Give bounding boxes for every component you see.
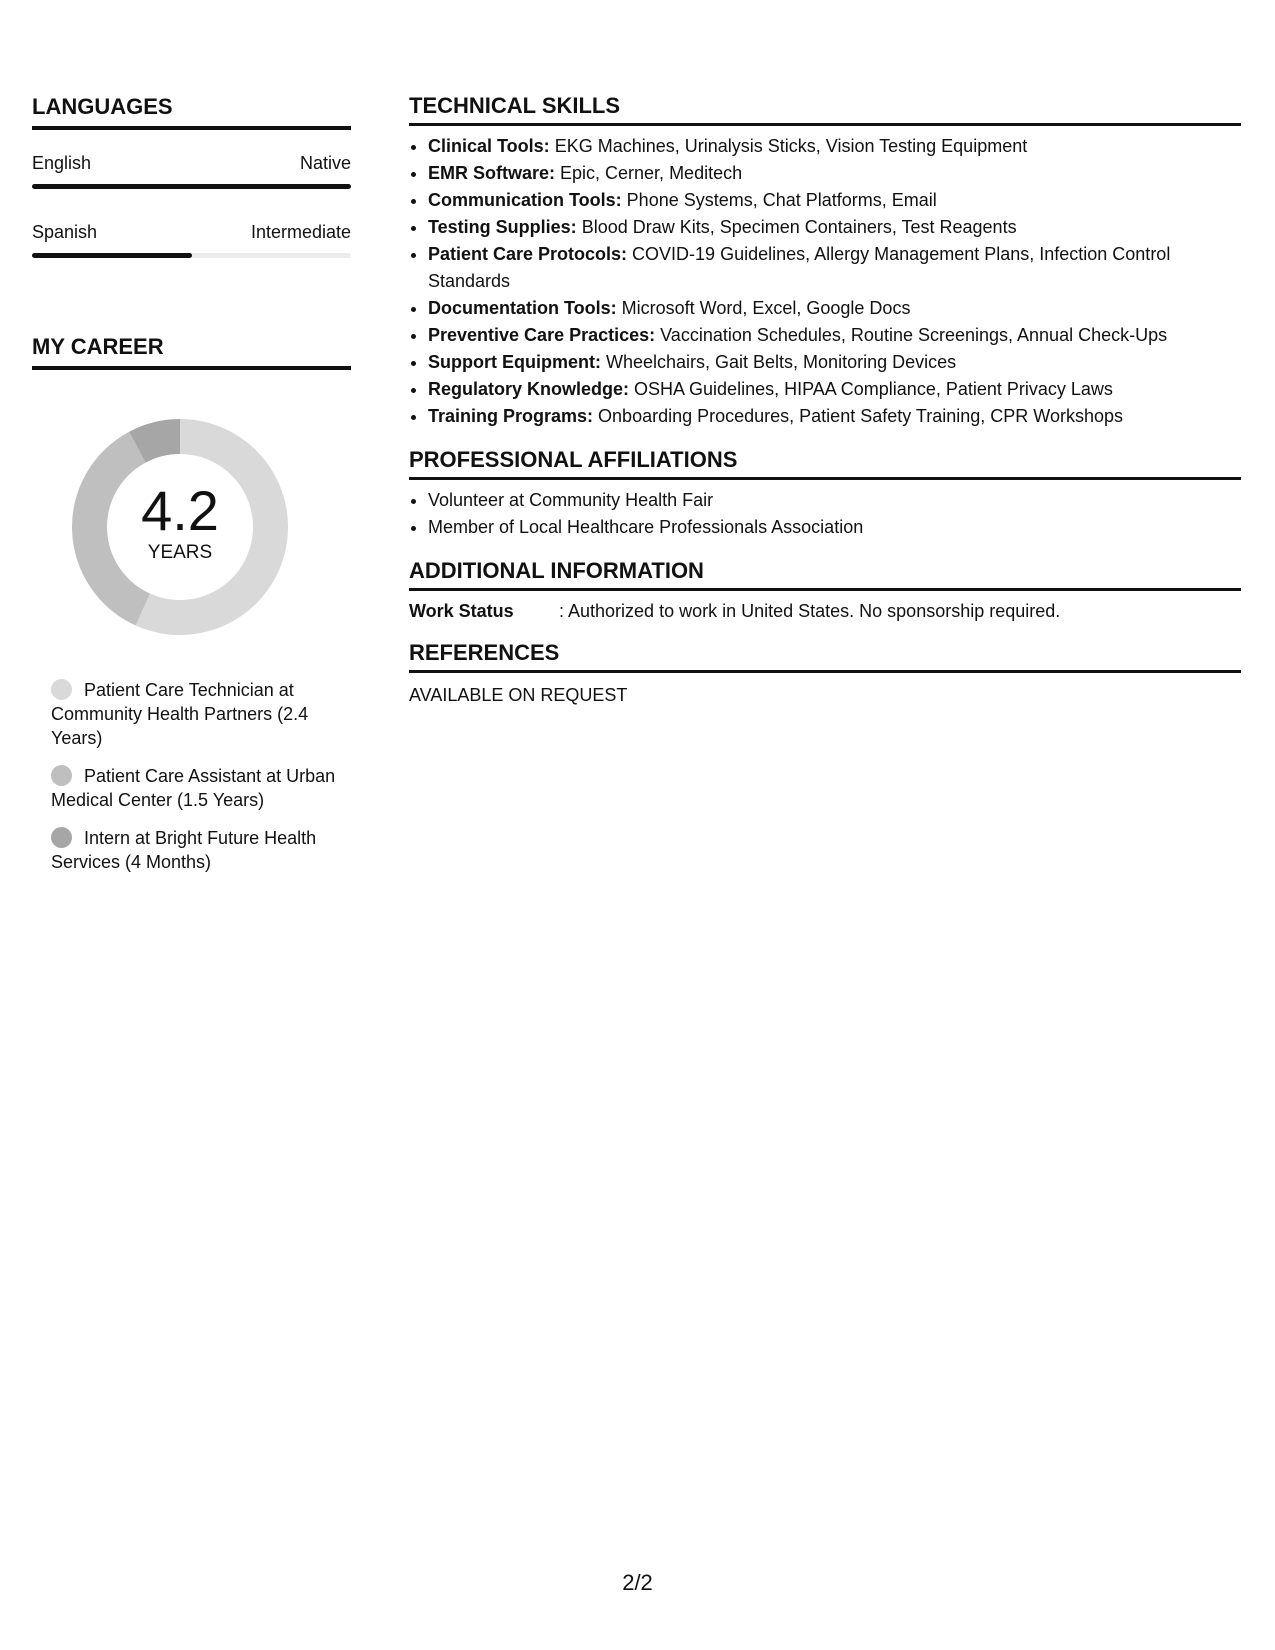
language-proficiency-bar	[32, 184, 351, 189]
languages-section	[32, 92, 351, 258]
page-number: 2/2	[622, 1570, 653, 1595]
skill-item	[428, 241, 1241, 295]
career-total-unit: YEARS	[147, 542, 213, 563]
references-section	[409, 639, 1241, 707]
skill-value: OSHA Guidelines, HIPAA Compliance, Patient Privacy Laws	[629, 379, 1113, 399]
skill-value: Vaccination Schedules, Routine Screenings, Annual Check-Ups	[655, 325, 1168, 345]
legend-dot-icon	[51, 765, 72, 786]
career-section	[32, 332, 351, 874]
language-level: Intermediate	[250, 222, 351, 242]
language-name: Spanish	[32, 222, 98, 242]
skill-value: EKG Machines, Urinalysis Sticks, Vision Testing Equipment	[549, 136, 1028, 156]
skill-value: Phone Systems, Chat Platforms, Email	[621, 190, 937, 210]
language-level: Native	[299, 153, 351, 173]
language-proficiency-bar	[32, 253, 351, 258]
language-row-spanish	[32, 221, 351, 258]
skill-key: Communication Tools:	[428, 190, 622, 210]
skill-key: Clinical Tools:	[428, 136, 550, 156]
language-proficiency-fill	[32, 253, 192, 258]
legend-dot-icon	[51, 827, 72, 848]
career-entry-label: Patient Care Technician at Community Health Partners (2.4 Years)	[51, 680, 309, 748]
skill-key: Training Programs:	[428, 406, 594, 426]
affiliations-section	[409, 446, 1241, 541]
skill-value: Wheelchairs, Gait Belts, Monitoring Devices	[600, 352, 957, 372]
career-legend	[51, 678, 341, 874]
skill-item	[428, 160, 1241, 187]
career-legend-item	[51, 826, 341, 874]
career-legend-item	[51, 764, 341, 812]
work-status-row	[409, 599, 1241, 623]
language-row-english	[32, 152, 351, 189]
technical-skills-section	[409, 92, 1241, 430]
skill-item	[428, 376, 1241, 403]
skill-item	[428, 187, 1241, 214]
skill-item	[428, 349, 1241, 376]
skill-item	[428, 322, 1241, 349]
affiliation-item: • Volunteer at Community Health Fair	[428, 487, 1241, 514]
language-name: English	[32, 153, 92, 173]
skill-key: Patient Care Protocols:	[428, 244, 628, 264]
career-entry-label: Intern at Bright Future Health Services (4 Months)	[51, 828, 317, 872]
skill-item	[428, 133, 1241, 160]
career-total-value: 4.2	[141, 479, 219, 542]
skill-value: Onboarding Procedures, Patient Safety Training, CPR Workshops	[593, 406, 1123, 426]
work-status-label: Work Status	[409, 601, 514, 621]
skill-key: Preventive Care Practices:	[428, 325, 656, 345]
right-column	[409, 92, 1241, 707]
skill-item	[428, 295, 1241, 322]
languages-title: LANGUAGES	[32, 92, 351, 130]
skill-key: Regulatory Knowledge:	[428, 379, 630, 399]
skill-key: Support Equipment:	[428, 352, 601, 372]
additional-info-title: ADDITIONAL INFORMATION	[409, 557, 1241, 591]
skill-value: Microsoft Word, Excel, Google Docs	[616, 298, 911, 318]
skill-value: COVID-19 Guidelines, Allergy Management Plans, Infection Control Standards	[428, 244, 1171, 291]
career-donut-chart	[67, 414, 293, 640]
references-text: AVAILABLE ON REQUEST	[409, 685, 628, 705]
legend-dot-icon	[51, 679, 72, 700]
affiliations-title: PROFESSIONAL AFFILIATIONS	[409, 446, 1241, 480]
skill-item	[428, 214, 1241, 241]
additional-info-section	[409, 557, 1241, 623]
references-title: REFERENCES	[409, 639, 1241, 673]
skill-value: Epic, Cerner, Meditech	[555, 163, 743, 183]
technical-skills-list	[409, 133, 1241, 430]
career-title: MY CAREER	[32, 332, 351, 370]
work-status-value: : Authorized to work in United States. No sponsorship required.	[559, 601, 1061, 621]
skill-key: EMR Software:	[428, 163, 556, 183]
language-proficiency-fill	[32, 184, 351, 189]
career-entry-label: Patient Care Assistant at Urban Medical Center (1.5 Years)	[51, 766, 336, 810]
left-column	[32, 92, 351, 888]
technical-skills-title: TECHNICAL SKILLS	[409, 92, 1241, 126]
affiliations-list	[409, 487, 1241, 541]
affiliation-item: • Member of Local Healthcare Professionals Association	[428, 514, 1241, 541]
skill-key: Testing Supplies:	[428, 217, 577, 237]
skill-key: Documentation Tools:	[428, 298, 617, 318]
skill-item	[428, 403, 1241, 430]
career-legend-item	[51, 678, 341, 750]
skill-value: Blood Draw Kits, Specimen Containers, Test Reagents	[576, 217, 1017, 237]
